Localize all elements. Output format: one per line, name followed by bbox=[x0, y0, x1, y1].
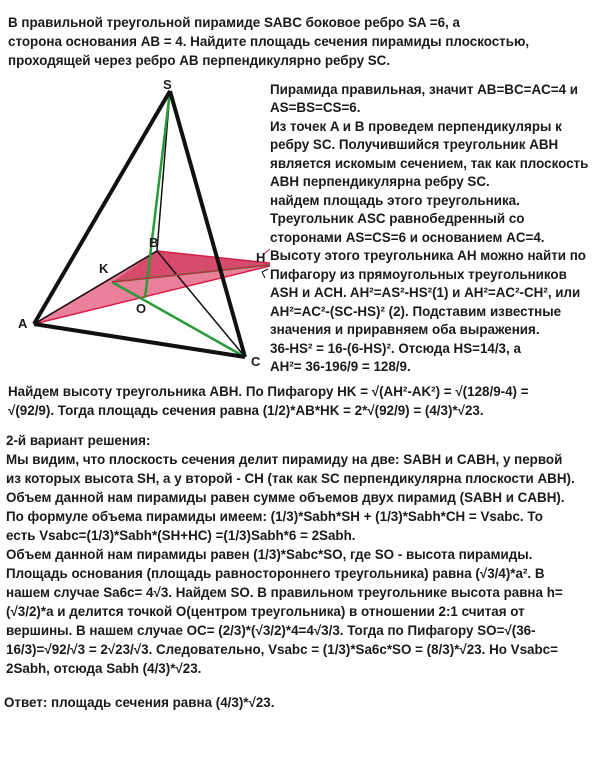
solution-line: ABH перпендикулярна ребру SC. bbox=[270, 174, 490, 189]
solution-line: Треугольник ASC равнобедренный со bbox=[270, 211, 525, 226]
solution2-line: 16/3)=√92/√3 = 2√23/√3. Следовательно, Vsabc = (1/3)*Sa6c*SO = (8/3)*√23. Но Vsabc= bbox=[6, 642, 558, 657]
conclusion-line: Найдем высоту треугольника ABH. По Пифагору HK = √(AH²-AK²) = √(128/9-4) = bbox=[8, 384, 529, 399]
solution-line: AH²= 36-196/9 = 128/9. bbox=[270, 359, 411, 374]
solution-line: значения и приравняем оба выражения. bbox=[270, 322, 540, 337]
solution2-line: есть Vsabc=(1/3)*Sabh*(SH+HC) =(1/3)Sabh*6 = 2Sabh. bbox=[6, 528, 356, 543]
solution-line: Пифагору из прямоугольных треугольников bbox=[270, 267, 567, 282]
solution2-line: (√3/2)*a и делится точкой O(центром треугольника) в отношении 2:1 считая от bbox=[6, 604, 525, 619]
solution-line: Высоту этого треугольника AH можно найти по bbox=[270, 248, 586, 263]
solution2-line: По формуле объема пирамиды имеем: (1/3)*Sabh*SH + (1/3)*Sabh*CH = Vsabc. То bbox=[6, 509, 543, 524]
solution2-line: нашем случае Sa6c= 4√3. Найдем SO. В правильном треугольнике высота равна h= bbox=[6, 585, 563, 600]
point-label-s: S bbox=[163, 77, 172, 92]
solution2-line: из которых высота SH, а у второй - CH (так как SC перпендикулярна плоскости ABH). bbox=[6, 471, 575, 486]
solution-line: ребру SC. Получившийся треугольник ABH bbox=[270, 137, 559, 152]
solution-line: AS=BS=CS=6. bbox=[270, 100, 361, 115]
solution2-heading: 2-й вариант решения: bbox=[6, 433, 151, 448]
solution-line: является искомым сечением, так как плоскость bbox=[270, 156, 589, 171]
point-label-c: C bbox=[251, 354, 261, 369]
point-label-a: A bbox=[18, 316, 28, 331]
right-angle-mark bbox=[262, 269, 268, 278]
answer-line: Ответ: площадь сечения равна (4/3)*√23. bbox=[4, 695, 275, 710]
solution-line: Пирамида правильная, значит AB=BC=AC=4 и bbox=[270, 82, 579, 97]
point-label-k: K bbox=[99, 261, 109, 276]
pyramid-figure bbox=[0, 70, 270, 370]
edge-sc bbox=[170, 91, 245, 357]
conclusion-line: √(92/9). Тогда площадь сечения равна (1/2)*AB*HK = 2*√(92/9) = (4/3)*√23. bbox=[8, 403, 484, 418]
solution-line: ASH и ACH. AH²=AS²-HS²(1) и AH²=AC²-CH², или bbox=[270, 285, 581, 300]
problem-line: сторона основания AB = 4. Найдите площадь сечения пирамиды плоскостью, bbox=[8, 34, 530, 49]
problem-line: В правильной треугольной пирамиде SABC боковое ребро SA =6, а bbox=[8, 15, 460, 30]
solution-line: сторонами AS=CS=6 и основанием AC=4. bbox=[270, 230, 545, 245]
solution2-line: вершины. В нашем случае OC= (2/3)*(√3/2)*4=4√3/3. Тогда по Пифагору SO=√(36- bbox=[6, 623, 536, 638]
solution2-line: Объем данной нам пирамиды равен сумме объемов двух пирамид (SABH и CABH). bbox=[6, 490, 565, 505]
point-label-h: H bbox=[256, 250, 266, 265]
solution-line: найдем площадь этого треугольника. bbox=[270, 193, 520, 208]
solution-line: 36-HS² = 16-(6-HS)². Отсюда HS=14/3, а bbox=[270, 341, 521, 356]
solution2-line: Площадь основания (площадь равностороннего треугольника) равна (√3/4)*a². В bbox=[6, 566, 545, 581]
problem-line: проходящей через ребро AB перпендикулярно ребру SC. bbox=[8, 53, 391, 68]
solution2-line: Мы видим, что плоскость сечения делит пирамиду на две: SABH и CABH, у первой bbox=[6, 452, 563, 467]
solution2-line: 2Sabh, отсюда Sabh (4/3)*√23. bbox=[6, 661, 202, 676]
point-label-b: B bbox=[149, 235, 159, 250]
point-label-o: O bbox=[136, 301, 147, 316]
solution-line: AH²=AC²-(SC-HS)² (2). Подставим известные bbox=[270, 304, 562, 319]
solution-line: Из точек A и B проведем перпендикуляры к bbox=[270, 119, 562, 134]
solution2-line: Объем данной нам пирамиды равен (1/3)*Sabc*SO, где SO - высота пирамиды. bbox=[6, 547, 533, 562]
